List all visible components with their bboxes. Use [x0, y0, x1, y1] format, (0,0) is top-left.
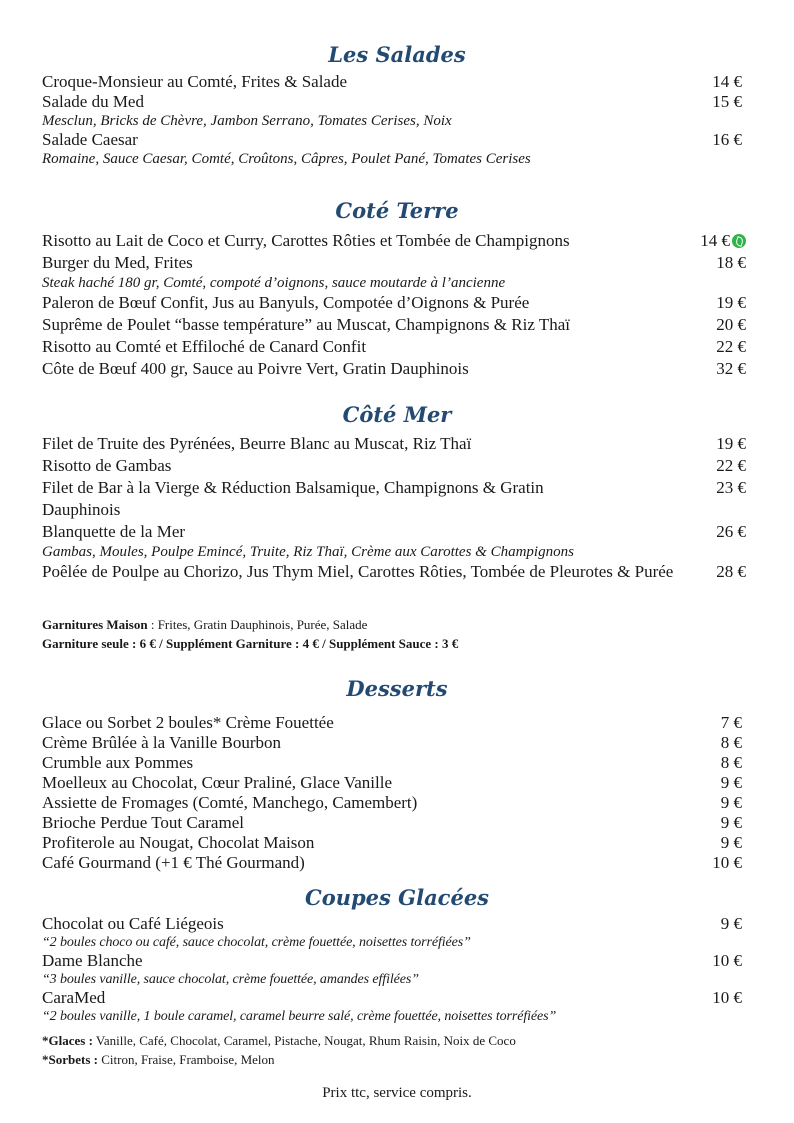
menu-item — [42, 336, 746, 358]
menu-item — [42, 733, 742, 753]
flavors-note — [42, 1031, 752, 1069]
item-name: Poêlée de Poulpe au Chorizo, Jus Thym Miel, Carottes Rôties, Tombée de Pleurotes & Purée — [42, 562, 674, 581]
item-description: “2 boules vanille, 1 boule caramel, caramel beurre salé, crème fouettée, noisettes torréfiées” — [42, 1009, 557, 1024]
section-title-desserts: Desserts — [346, 676, 448, 701]
salades-list — [42, 72, 742, 168]
item-description: Romaine, Sauce Caesar, Comté, Croûtons, Câpres, Poulet Pané, Tomates Cerises — [42, 151, 531, 167]
item-price: 18 € — [716, 253, 746, 272]
terre-list — [42, 230, 746, 380]
menu-item — [42, 853, 742, 873]
menu-item — [42, 92, 742, 112]
menu-item — [42, 72, 742, 92]
item-description: Gambas, Moules, Poulpe Emincé, Truite, Riz Thaï, Crème aux Carottes & Champignons — [42, 544, 574, 560]
section-title-coupes: Coupes Glacées — [304, 885, 490, 910]
glaces-line — [42, 1031, 752, 1050]
item-name: Risotto au Comté et Effiloché de Canard Confit — [42, 337, 367, 356]
item-name: Café Gourmand (+1 € Thé Gourmand) — [42, 853, 305, 872]
menu-item — [42, 292, 746, 314]
item-name: CaraMed — [42, 988, 106, 1007]
menu-item — [42, 130, 742, 150]
item-name: Filet de Bar à la Vierge & Réduction Balsamique, Champignons & Gratin Dauphinois — [42, 478, 544, 519]
item-description: “3 boules vanille, sauce chocolat, crème fouettée, amandes effilées” — [42, 972, 419, 987]
item-name: Blanquette de la Mer — [42, 522, 186, 541]
item-price: 8 € — [720, 733, 742, 752]
item-name: Moelleux au Chocolat, Cœur Praliné, Glace Vanille — [42, 773, 392, 792]
item-price: 9 € — [720, 773, 742, 792]
item-price — [700, 230, 746, 252]
menu-item — [42, 252, 746, 274]
menu-item — [42, 477, 746, 521]
item-price: 8 € — [720, 753, 742, 772]
item-name: Profiterole au Nougat, Chocolat Maison — [42, 833, 315, 852]
item-name: Dame Blanche — [42, 951, 143, 970]
mer-list — [42, 433, 746, 583]
menu-item — [42, 988, 742, 1008]
garnitures-line — [42, 615, 752, 634]
menu-item — [42, 753, 742, 773]
sorbets-text: Citron, Fraise, Framboise, Melon — [97, 1052, 275, 1067]
sorbets-label: *Sorbets : — [42, 1052, 98, 1067]
garnitures-label: Garnitures Maison — [42, 617, 148, 632]
menu-item — [42, 561, 746, 583]
item-name: Risotto de Gambas — [42, 456, 172, 475]
item-name: Glace ou Sorbet 2 boules* Crème Fouettée — [42, 713, 334, 732]
menu-item — [42, 230, 742, 252]
item-description: Steak haché 180 gr, Comté, compoté d’oignons, sauce moutarde à l’ancienne — [42, 275, 506, 291]
item-name: Filet de Truite des Pyrénées, Beurre Blanc au Muscat, Riz Thaï — [42, 434, 472, 453]
menu-item — [42, 951, 742, 971]
item-price: 9 € — [720, 813, 742, 832]
item-price: 9 € — [720, 914, 742, 933]
item-price: 10 € — [712, 853, 742, 872]
supplements-line — [42, 634, 752, 653]
desserts-list — [42, 713, 742, 873]
item-price: 7 € — [720, 713, 742, 732]
menu-item — [42, 793, 742, 813]
sorbets-line — [42, 1050, 752, 1069]
item-price: 28 € — [716, 562, 746, 581]
item-price: 14 € — [712, 72, 742, 91]
item-description: Mesclun, Bricks de Chèvre, Jambon Serrano, Tomates Cerises, Noix — [42, 113, 452, 129]
menu-item — [42, 914, 742, 934]
item-price: 10 € — [712, 988, 742, 1007]
menu-item — [42, 713, 742, 733]
glaces-label: *Glaces : — [42, 1033, 93, 1048]
item-price: 20 € — [716, 315, 746, 334]
section-title-mer: Côté Mer — [342, 402, 452, 427]
coupes-list — [42, 914, 742, 1025]
section-title-salades: Les Salades — [328, 42, 466, 67]
item-name: Côte de Bœuf 400 gr, Sauce au Poivre Vert, Gratin Dauphinois — [42, 359, 469, 378]
menu-item — [42, 521, 746, 543]
item-price: 9 € — [720, 793, 742, 812]
vegetarian-leaf-icon — [732, 234, 746, 248]
item-price: 15 € — [712, 92, 742, 111]
item-name: Paleron de Bœuf Confit, Jus au Banyuls, Compotée d’Oignons & Purée — [42, 293, 530, 312]
item-name: Croque-Monsieur au Comté, Frites & Salade — [42, 72, 348, 91]
item-name: Crumble aux Pommes — [42, 753, 194, 772]
item-description: “2 boules choco ou café, sauce chocolat, crème fouettée, noisettes torréfiées” — [42, 935, 471, 950]
item-price: 16 € — [712, 130, 742, 149]
item-price: 10 € — [712, 951, 742, 970]
item-name: Suprême de Poulet “basse température” au Muscat, Champignons & Riz Thaï — [42, 315, 570, 334]
item-price: 22 € — [716, 456, 746, 475]
menu-item — [42, 358, 746, 380]
item-name: Burger du Med, Frites — [42, 253, 193, 272]
item-name: Crème Brûlée à la Vanille Bourbon — [42, 733, 282, 752]
item-price: 22 € — [716, 337, 746, 356]
glaces-text: Vanille, Café, Chocolat, Caramel, Pistache, Nougat, Rhum Raisin, Noix de Coco — [92, 1033, 516, 1048]
supplements-text: Garniture seule : 6 € / Supplément Garniture : 4 € / Supplément Sauce : 3 € — [42, 636, 459, 651]
menu-item — [42, 773, 742, 793]
item-name: Salade Caesar — [42, 130, 138, 149]
section-title-terre: Coté Terre — [335, 198, 459, 223]
price-value: 14 € — [700, 231, 730, 250]
menu-item — [42, 833, 742, 853]
item-price: 19 € — [716, 293, 746, 312]
menu-item — [42, 433, 746, 455]
menu-item — [42, 314, 746, 336]
item-price: 26 € — [716, 522, 746, 541]
item-name: Chocolat ou Café Liégeois — [42, 914, 224, 933]
menu-item — [42, 455, 746, 477]
item-name: Assiette de Fromages (Comté, Manchego, Camembert) — [42, 793, 418, 812]
item-price: 23 € — [716, 478, 746, 497]
item-price: 9 € — [720, 833, 742, 852]
menu-item — [42, 813, 742, 833]
item-price: 32 € — [716, 359, 746, 378]
item-name: Risotto au Lait de Coco et Curry, Carottes Rôties et Tombée de Champignons — [42, 231, 570, 250]
garnitures-note — [42, 615, 752, 653]
item-name: Brioche Perdue Tout Caramel — [42, 813, 244, 832]
garnitures-text: : Frites, Gratin Dauphinois, Purée, Salade — [147, 617, 368, 632]
item-price: 19 € — [716, 434, 746, 453]
item-name: Salade du Med — [42, 92, 144, 111]
footer-note: Prix ttc, service compris. — [322, 1085, 472, 1101]
